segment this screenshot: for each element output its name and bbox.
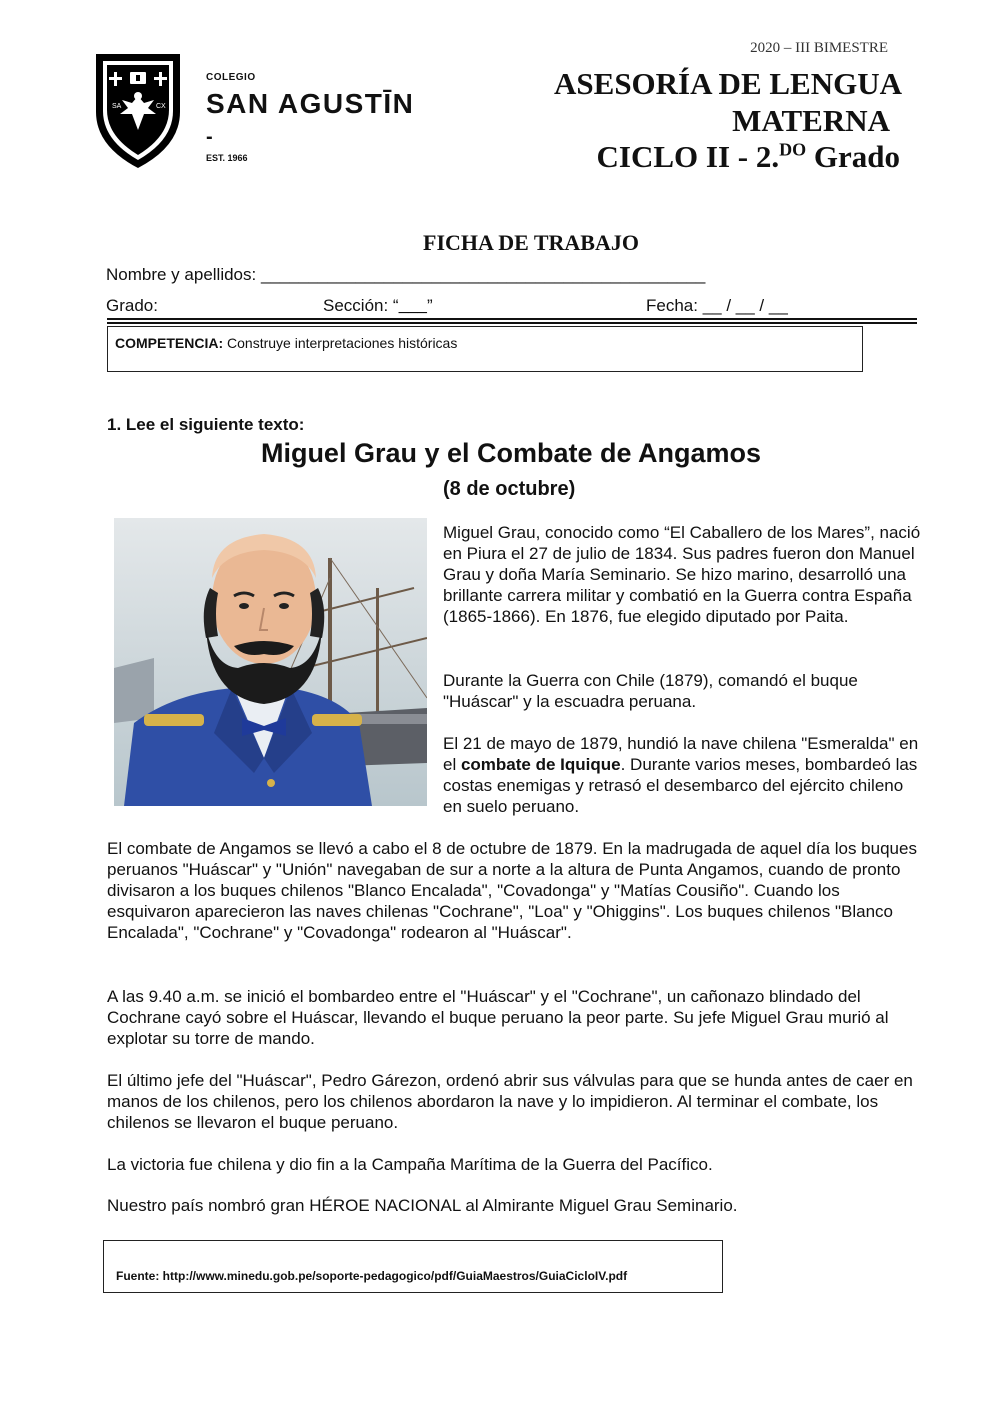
paragraph-7: La victoria fue chilena y dio fin a la Campaña Marítima de la Guerra del Pacífico. xyxy=(107,1155,713,1174)
paragraph-3-bold: combate de Iquique xyxy=(460,755,621,774)
portrait-illustration xyxy=(114,518,427,806)
section-label: Sección: “ xyxy=(323,296,399,315)
reading-title: Miguel Grau y el Combate de Angamos xyxy=(260,438,762,468)
reading-subtitle: (8 de octubre) xyxy=(443,478,576,500)
school-name: SAN AGUSTĪN xyxy=(206,88,415,119)
school-shield-logo xyxy=(92,48,184,172)
svg-text:CX: CX xyxy=(156,103,166,110)
school-established: EST. 1966 xyxy=(206,153,248,163)
source-citation: Fuente: http://www.minedu.gob.pe/soporte-pedagogico/pdf/GuiaMaestros/GuiaCicloIV.pdf xyxy=(116,1269,628,1283)
date-field[interactable] xyxy=(646,296,788,316)
period-label: 2020 – III BIMESTRE xyxy=(750,40,888,56)
paragraph-5: A las 9.40 a.m. se inició el bombardeo entre el "Huáscar" y el "Cochrane", un cañonazo blindado del Cochrane cayó sobre el Huáscar, llevando el buque peruano la peor parte. Su jefe Miguel Grau murió al explotar su torre de mando. xyxy=(107,987,889,1048)
ordinal-superscript: DO xyxy=(779,139,807,160)
grade-label: Grado: xyxy=(106,296,158,315)
header-title-line-2: MATERNA xyxy=(732,103,890,138)
header-title-line-1: ASESORÍA DE LENGUA xyxy=(554,66,902,101)
name-field[interactable] xyxy=(106,265,705,285)
competence-label: COMPETENCIA: xyxy=(115,335,224,351)
paragraph-3-part-a: El 21 de mayo de 1879, hundió la nave chilena "Esmeralda" en el xyxy=(443,734,919,774)
paragraph-3-part-b: . Durante varios meses, bombardeó las costas enemigas y retrasó el desembarco del ejército chileno en suelo peruano. xyxy=(443,755,918,816)
divider-bottom xyxy=(107,322,917,324)
paragraph-6: El último jefe del "Huáscar", Pedro Gárezon, ordenó abrir sus válvulas para que se hunda antes de caer en manos de los chilenos, pero los chilenos abordaron la nave y lo impidieron. Al terminar el combate, los chilenos se llevaron el buque peruano. xyxy=(107,1071,913,1132)
section-close: ” xyxy=(426,296,433,315)
paragraph-3 xyxy=(443,733,923,817)
competence-box xyxy=(107,326,863,372)
grade-word: Grado xyxy=(806,139,900,174)
paragraph-1: Miguel Grau, conocido como “El Caballero de los Mares”, nació en Piura el 27 de julio de 1834. Sus padres fueron don Manuel Grau y doña María Seminario. Se hizo marino, desarrolló una brillante carrera militar y combatió en la Guerra contra España (1865-1866). En 1876, fue elegido diputado por Paita. xyxy=(443,523,921,626)
paragraph-2: Durante la Guerra con Chile (1879), comandó el buque "Huáscar" y la escuadra peruana. xyxy=(443,671,858,711)
paragraph-4: El combate de Angamos se llevó a cabo el 8 de octubre de 1879. En la madrugada de aquel día los buques peruanos "Huáscar" y "Unión" navegaban de sur a norte a la altura de Punta Angamos, cuando de pronto divisaron a los buques chilenos "Blanco Encalada", "Covadonga" y "Matías Cousiño". Cuando los esquivaron aparecieron las naves chilenas "Cochrane", "Loa" y "Ohiggins". Los buques chilenos "Blanco Encalada", "Cochrane" y "Covadonga" rodearon al "Huáscar". xyxy=(107,839,917,942)
instruction-1: 1. Lee el siguiente texto: xyxy=(107,415,305,434)
section-blank[interactable]: ___ xyxy=(398,296,427,315)
name-blank[interactable]: _______________________________________________ xyxy=(260,265,706,284)
school-dash: - xyxy=(206,126,213,148)
cycle-label: CICLO II - 2. xyxy=(596,139,780,174)
worksheet-title: FICHA DE TRABAJO xyxy=(423,230,639,255)
header-title-line-3 xyxy=(597,139,900,175)
date-blank[interactable]: __ / __ / __ xyxy=(702,296,788,315)
source-box xyxy=(103,1240,723,1293)
name-label: Nombre y apellidos: xyxy=(106,265,257,284)
paragraph-8: Nuestro país nombró gran HÉROE NACIONAL al Almirante Miguel Grau Seminario. xyxy=(107,1196,738,1215)
competence-text xyxy=(115,335,457,351)
section-field[interactable] xyxy=(323,296,433,316)
school-prefix: COLEGIO xyxy=(206,72,256,83)
svg-text:SA: SA xyxy=(112,103,122,110)
date-label: Fecha: xyxy=(646,296,698,315)
divider-top xyxy=(107,318,917,320)
competence-value: Construye interpretaciones históricas xyxy=(227,335,458,351)
